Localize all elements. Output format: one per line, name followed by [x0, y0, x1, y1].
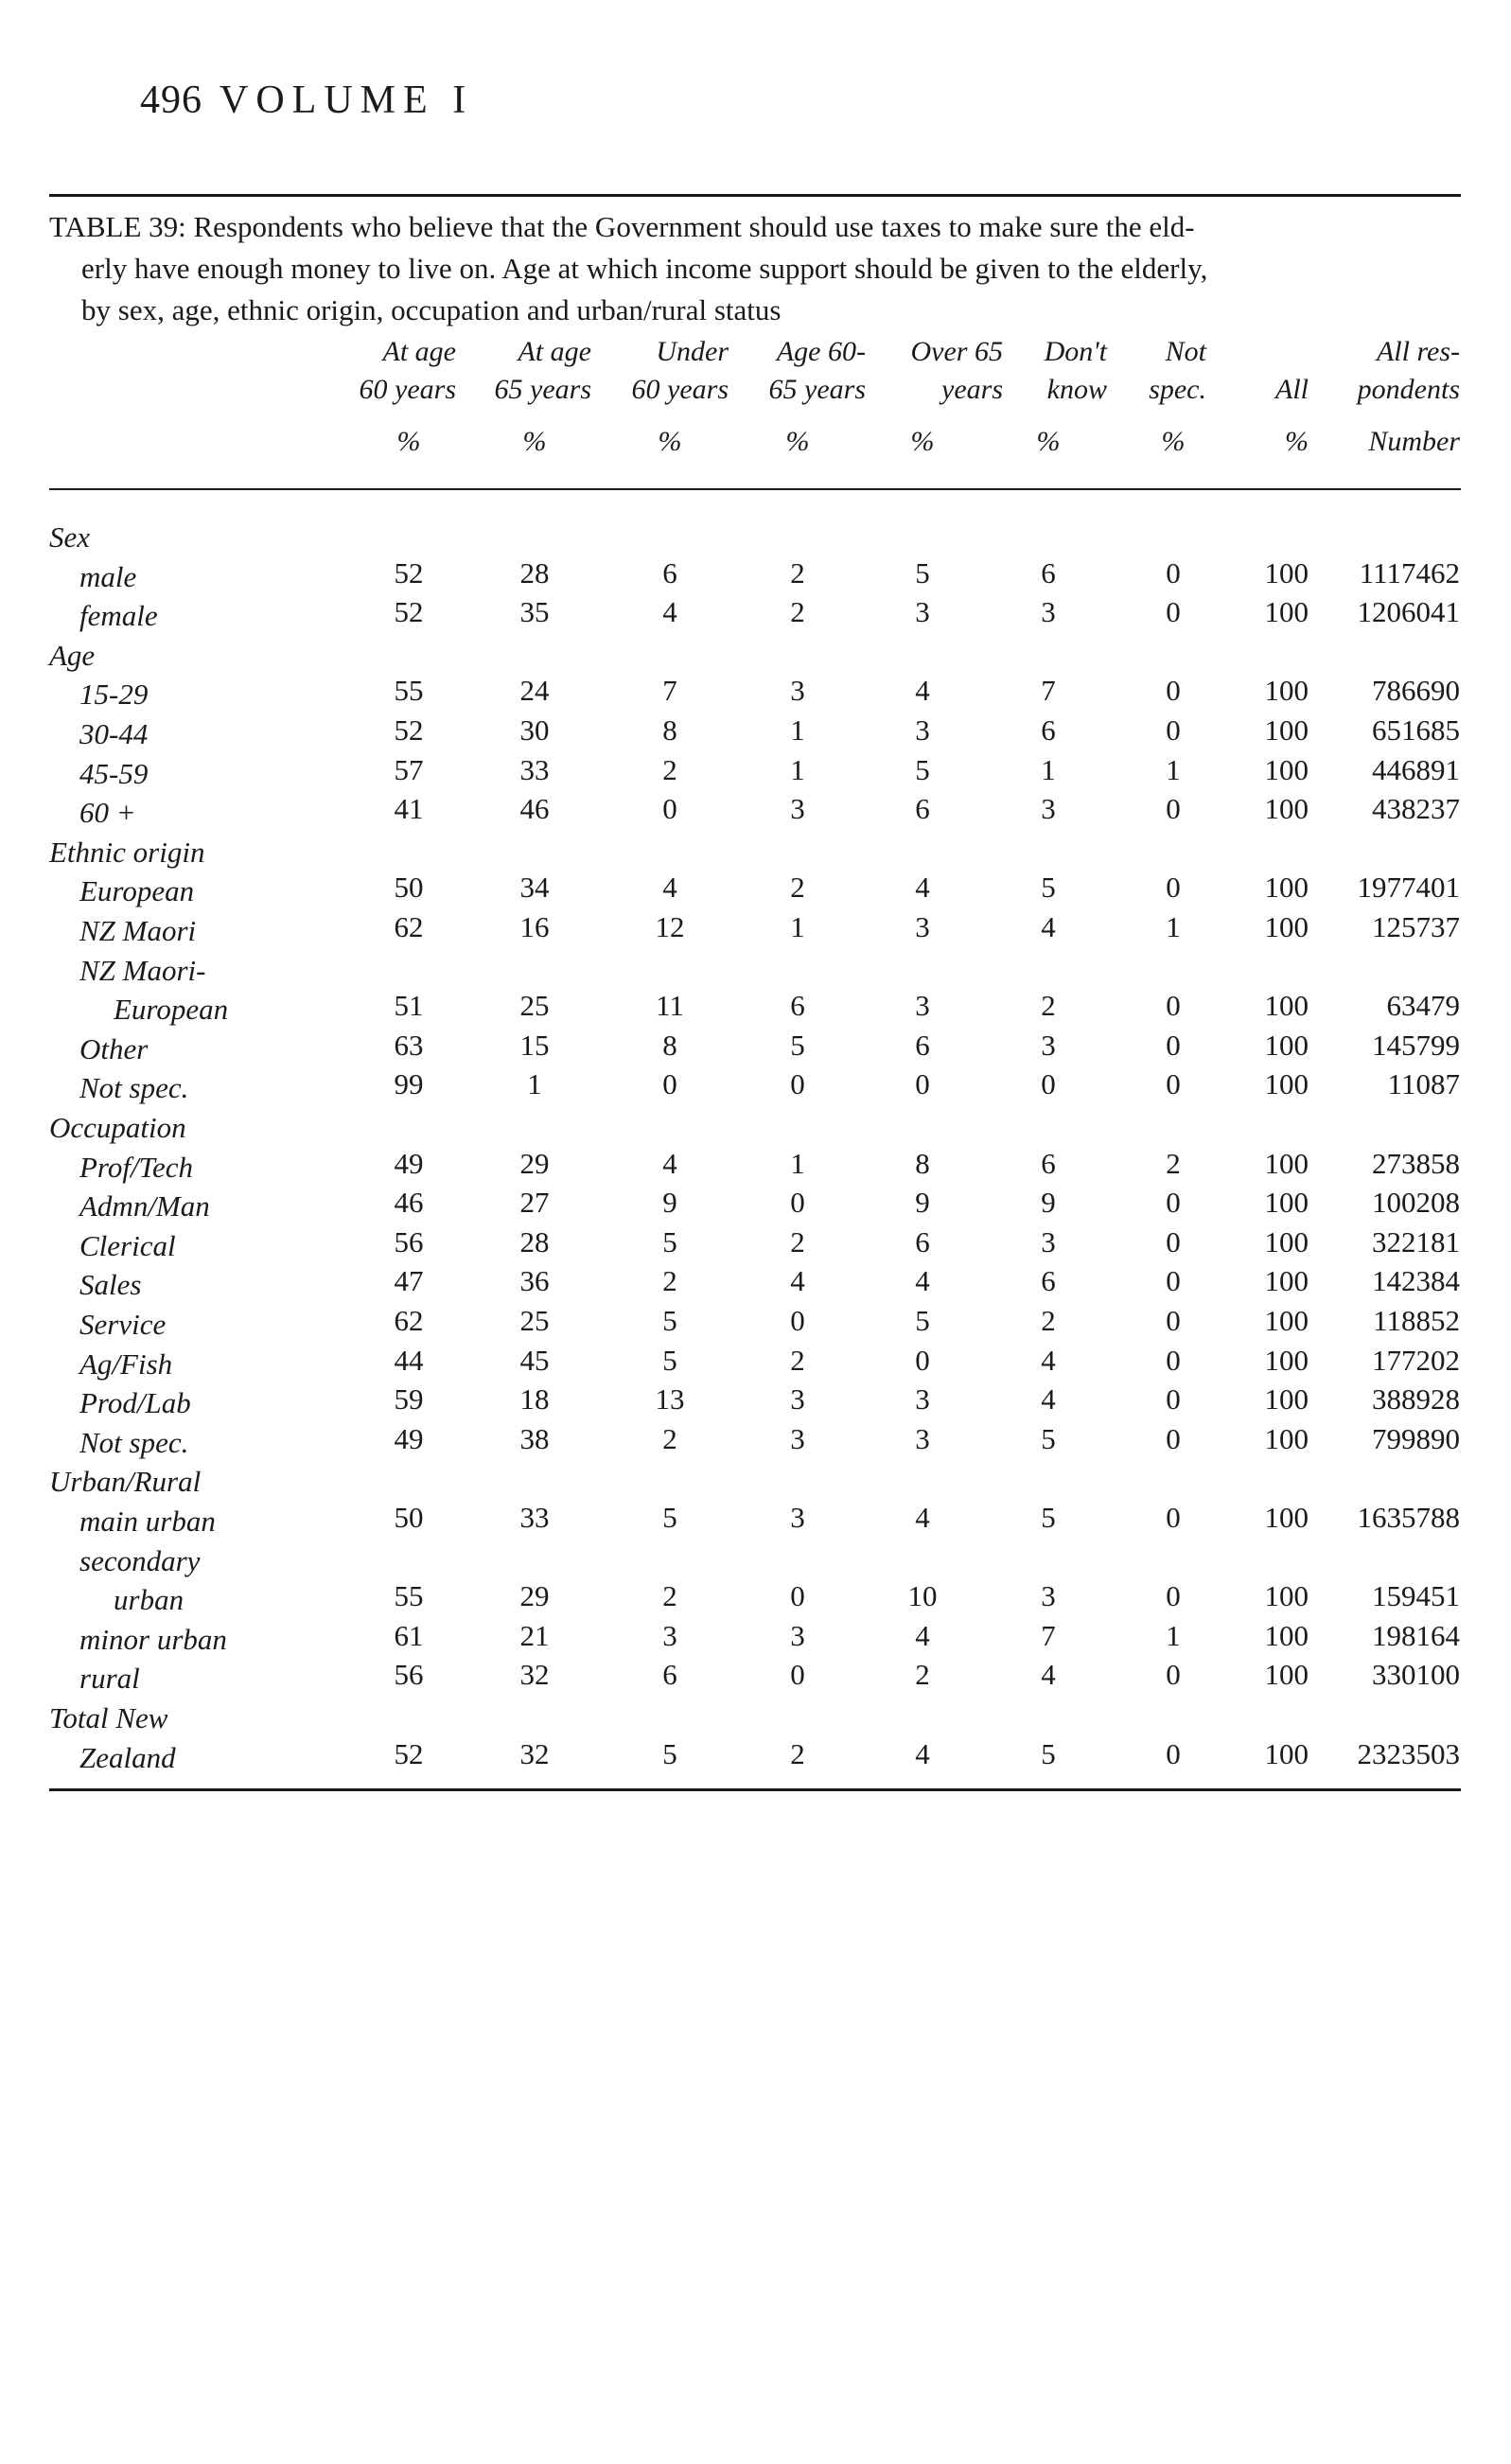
row-label: female — [79, 599, 158, 633]
table-cell: 5 — [915, 555, 930, 590]
column-unit: % — [1161, 426, 1186, 457]
table-cell: 100 — [1264, 792, 1309, 826]
table-cell: 2 — [790, 555, 805, 590]
row-label: Clerical — [79, 1228, 176, 1262]
table-cell: 100 — [1264, 1579, 1309, 1613]
table-cell: 55 — [394, 674, 424, 708]
table-cell: 5 — [1041, 871, 1056, 905]
table-cell: 11 — [656, 989, 684, 1023]
page-number: 496 — [140, 79, 202, 122]
table-cell: 62 — [394, 910, 424, 943]
table-cell: 18 — [519, 1382, 550, 1417]
table-cell: 5 — [662, 1224, 677, 1258]
row-label: urban — [114, 1583, 184, 1617]
table-cell: 8 — [662, 713, 677, 747]
row-label: 15-29 — [79, 678, 149, 712]
table-cell: 1 — [527, 1067, 542, 1101]
table-cell: 6 — [915, 792, 930, 826]
table-cell: 100 — [1264, 555, 1309, 590]
table-cell: 2 — [662, 1579, 677, 1613]
table-cell: 2 — [1166, 1146, 1181, 1180]
table-cell: 44 — [394, 1343, 424, 1377]
table-cell: 36 — [519, 1264, 550, 1298]
table-cell: 21 — [519, 1618, 550, 1652]
table-cell: 3 — [915, 910, 930, 943]
column-unit: Number — [1368, 426, 1460, 457]
table-cell: 35 — [519, 595, 550, 629]
table-cell: 5 — [915, 1304, 930, 1337]
table-cell: 6 — [662, 1658, 677, 1692]
row-label: Prof/Tech — [79, 1150, 193, 1184]
table-cell: 4 — [662, 595, 677, 629]
table-cell: 8 — [662, 1028, 677, 1062]
table-cell: 2 — [662, 1421, 677, 1455]
table-cell: 99 — [394, 1067, 424, 1101]
table-cell: 100 — [1264, 1304, 1309, 1337]
column-header — [360, 333, 456, 409]
table-cell: 3 — [1041, 1028, 1056, 1062]
table-cell: 2323503 — [1357, 1736, 1460, 1770]
table-cell: 3 — [1041, 792, 1056, 826]
table-cell: 0 — [1166, 1658, 1181, 1692]
table-cell: 9 — [915, 1186, 930, 1220]
table-cell: 125737 — [1372, 910, 1460, 943]
table-cell: 57 — [394, 752, 424, 786]
column-header — [495, 333, 591, 409]
table-cell: 7 — [662, 674, 677, 708]
table-cell: 0 — [1166, 674, 1181, 708]
table-cell: 273858 — [1372, 1146, 1460, 1180]
column-header — [1045, 333, 1107, 409]
column-header-line: All — [1275, 374, 1309, 405]
table-cell: 100 — [1264, 1224, 1309, 1258]
table-cell: 63479 — [1386, 989, 1460, 1023]
table-cell: 0 — [915, 1067, 930, 1101]
column-unit: % — [396, 426, 421, 457]
table-cell: 0 — [1166, 1343, 1181, 1377]
table-cell: 30 — [519, 713, 550, 747]
table-cell: 198164 — [1372, 1618, 1460, 1652]
table-cell: 25 — [519, 989, 550, 1023]
table-cell: 55 — [394, 1579, 424, 1613]
table-cell: 4 — [915, 1501, 930, 1534]
table-cell: 8 — [915, 1146, 930, 1180]
table-cell: 49 — [394, 1146, 424, 1180]
table-cell: 0 — [1166, 989, 1181, 1023]
table-cell: 52 — [394, 713, 424, 747]
table-cell: 4 — [915, 674, 930, 708]
header-rule — [49, 488, 1461, 490]
caption-line: by sex, age, ethnic origin, occupation and urban/rural status — [81, 293, 782, 326]
table-cell: 6 — [1041, 1264, 1056, 1298]
table-cell: 2 — [1041, 989, 1056, 1023]
table-cell: 4 — [790, 1264, 805, 1298]
table-cell: 177202 — [1372, 1343, 1460, 1377]
column-header-line: 60 years — [359, 374, 456, 405]
table-cell: 0 — [1166, 555, 1181, 590]
table-cell: 438237 — [1372, 792, 1460, 826]
column-header-line: spec. — [1149, 374, 1206, 405]
column-unit: % — [785, 426, 810, 457]
table-cell: 3 — [915, 1382, 930, 1417]
table-cell: 5 — [1041, 1501, 1056, 1534]
table-cell: 3 — [915, 595, 930, 629]
table-cell: 100 — [1264, 1658, 1309, 1692]
table-cell: 0 — [1166, 1501, 1181, 1534]
table-cell: 2 — [915, 1658, 930, 1692]
table-cell: 4 — [1041, 1343, 1056, 1377]
table-cell: 145799 — [1372, 1028, 1460, 1062]
table-cell: 46 — [394, 1186, 424, 1220]
table-cell: 100 — [1264, 1343, 1309, 1377]
table-cell: 4 — [1041, 1382, 1056, 1417]
table-cell: 0 — [790, 1658, 805, 1692]
table-cell: 2 — [790, 595, 805, 629]
table-cell: 2 — [790, 1343, 805, 1377]
table-cell: 3 — [1041, 1224, 1056, 1258]
table-cell: 3 — [790, 1421, 805, 1455]
table-cell: 29 — [519, 1146, 550, 1180]
column-header — [1358, 333, 1460, 409]
table-cell: 3 — [790, 792, 805, 826]
row-label: Prod/Lab — [79, 1386, 191, 1420]
table-cell: 142384 — [1372, 1264, 1460, 1298]
table-cell: 322181 — [1372, 1224, 1460, 1258]
table-cell: 0 — [1166, 1028, 1181, 1062]
table-cell: 34 — [519, 871, 550, 905]
row-label: Not spec. — [79, 1425, 189, 1459]
table-cell: 32 — [519, 1658, 550, 1692]
table-cell: 9 — [1041, 1186, 1056, 1220]
table-cell: 28 — [519, 1224, 550, 1258]
table-cell: 15 — [519, 1028, 550, 1062]
table-cell: 59 — [394, 1382, 424, 1417]
table-cell: 7 — [1041, 1618, 1056, 1652]
caption-line: TABLE 39: Respondents who believe that the Government should use taxes to make sure the eld- — [49, 210, 1195, 243]
table-cell: 4 — [1041, 1658, 1056, 1692]
column-header-line: 65 years — [494, 374, 591, 405]
table-cell: 45 — [519, 1343, 550, 1377]
table-cell: 0 — [790, 1304, 805, 1337]
table-cell: 56 — [394, 1658, 424, 1692]
table-cell: 1 — [1166, 910, 1181, 943]
table-cell: 100 — [1264, 1186, 1309, 1220]
table-cell: 3 — [915, 713, 930, 747]
row-label: 60 + — [79, 796, 136, 830]
column-header-line: know — [1046, 374, 1107, 405]
table-cell: 3 — [1041, 595, 1056, 629]
row-label: rural — [79, 1662, 140, 1696]
table-cell: 651685 — [1372, 713, 1460, 747]
table-cell: 12 — [655, 910, 685, 943]
table-cell: 6 — [1041, 713, 1056, 747]
table-cell: 100 — [1264, 871, 1309, 905]
column-unit: % — [522, 426, 547, 457]
column-header-line — [1275, 333, 1309, 371]
table-cell: 0 — [790, 1067, 805, 1101]
table-cell: 2 — [790, 1736, 805, 1770]
table-cell: 0 — [1166, 713, 1181, 747]
table-cell: 4 — [915, 1264, 930, 1298]
table-cell: 100 — [1264, 1501, 1309, 1534]
column-unit: % — [910, 426, 935, 457]
row-label: secondary — [79, 1543, 201, 1577]
table-cell: 4 — [662, 1146, 677, 1180]
table-cell: 5 — [662, 1736, 677, 1770]
table-cell: 100 — [1264, 752, 1309, 786]
volume-label: VOLUME I — [220, 79, 474, 122]
table-cell: 100 — [1264, 1067, 1309, 1101]
table-cell: 100 — [1264, 1736, 1309, 1770]
table-cell: 2 — [1041, 1304, 1056, 1337]
table-cell: 0 — [915, 1343, 930, 1377]
table-cell: 100 — [1264, 1618, 1309, 1652]
table-cell: 3 — [790, 1501, 805, 1534]
table-cell: 799890 — [1372, 1421, 1460, 1455]
table-cell: 33 — [519, 752, 550, 786]
table-cell: 0 — [1166, 1382, 1181, 1417]
table-cell: 27 — [519, 1186, 550, 1220]
column-unit: % — [1036, 426, 1061, 457]
row-label: Sales — [79, 1268, 142, 1302]
table-cell: 24 — [519, 674, 550, 708]
table-cell: 29 — [519, 1579, 550, 1613]
table-cell: 1 — [1041, 752, 1056, 786]
table-cell: 52 — [394, 595, 424, 629]
table-cell: 49 — [394, 1421, 424, 1455]
column-header — [911, 333, 1003, 409]
table-cell: 3 — [662, 1618, 677, 1652]
table-cell: 3 — [1041, 1579, 1056, 1613]
table-cell: 50 — [394, 1501, 424, 1534]
column-header — [1275, 333, 1309, 409]
table-cell: 0 — [790, 1579, 805, 1613]
column-header-line: pondents — [1357, 374, 1460, 405]
table-cell: 0 — [662, 792, 677, 826]
table-bottom-rule — [49, 1788, 1461, 1791]
table-cell: 100 — [1264, 989, 1309, 1023]
table-cell: 0 — [662, 1067, 677, 1101]
table-cell: 0 — [790, 1186, 805, 1220]
column-header-line: Age 60- — [776, 336, 866, 367]
table-top-rule — [49, 194, 1461, 197]
table-cell: 100 — [1264, 1421, 1309, 1455]
table-cell: 3 — [790, 674, 805, 708]
table-cell: 2 — [662, 752, 677, 786]
row-label: minor urban — [79, 1622, 227, 1656]
table-cell: 3 — [790, 1618, 805, 1652]
table-cell: 0 — [1166, 595, 1181, 629]
table-cell: 0 — [1041, 1067, 1056, 1101]
table-cell: 4 — [915, 871, 930, 905]
row-group-label: Age — [49, 638, 96, 672]
table-cell: 100 — [1264, 1028, 1309, 1062]
table-cell: 51 — [394, 989, 424, 1023]
table-cell: 6 — [1041, 1146, 1056, 1180]
table-cell: 16 — [519, 910, 550, 943]
column-header-line: All res- — [1376, 336, 1460, 367]
row-label: European — [114, 993, 229, 1027]
row-group-label: Ethnic origin — [49, 835, 205, 869]
table-cell: 0 — [1166, 1067, 1181, 1101]
running-head — [140, 78, 473, 123]
table-cell: 56 — [394, 1224, 424, 1258]
table-cell: 1 — [1166, 1618, 1181, 1652]
column-header-line: 60 years — [631, 374, 729, 405]
table-cell: 100 — [1264, 674, 1309, 708]
table-cell: 6 — [790, 989, 805, 1023]
table-cell: 5 — [662, 1501, 677, 1534]
table-cell: 100 — [1264, 595, 1309, 629]
table-cell: 5 — [662, 1304, 677, 1337]
table-cell: 100 — [1264, 1146, 1309, 1180]
table-cell: 41 — [394, 792, 424, 826]
table-cell: 4 — [915, 1618, 930, 1652]
column-header-line: years — [941, 374, 1003, 405]
table-cell: 10 — [907, 1579, 938, 1613]
row-label: Other — [79, 1031, 149, 1065]
column-header-line: 65 years — [768, 374, 866, 405]
column-unit: % — [658, 426, 682, 457]
table-cell: 786690 — [1372, 674, 1460, 708]
row-label: main urban — [79, 1505, 216, 1538]
table-cell: 0 — [1166, 1264, 1181, 1298]
table-cell: 446891 — [1372, 752, 1460, 786]
table-cell: 5 — [1041, 1421, 1056, 1455]
column-unit: % — [1285, 426, 1309, 457]
table-cell: 1117462 — [1359, 555, 1460, 590]
table-cell: 2 — [790, 871, 805, 905]
table-cell: 0 — [1166, 1736, 1181, 1770]
column-header-line: At age — [518, 336, 591, 367]
table-cell: 1 — [790, 752, 805, 786]
table-cell: 50 — [394, 871, 424, 905]
column-header-line: Don't — [1044, 336, 1107, 367]
table-cell: 52 — [394, 1736, 424, 1770]
table-cell: 388928 — [1372, 1382, 1460, 1417]
row-group-label: Total New — [49, 1701, 168, 1734]
row-label: 30-44 — [79, 717, 149, 750]
table-cell: 47 — [394, 1264, 424, 1298]
table-cell: 33 — [519, 1501, 550, 1534]
caption-line: erly have enough money to live on. Age at which income support should be given to the elderly, — [81, 252, 1208, 285]
table-cell: 6 — [662, 555, 677, 590]
table-cell: 1635788 — [1357, 1501, 1460, 1534]
table-cell: 5 — [662, 1343, 677, 1377]
table-cell: 52 — [394, 555, 424, 590]
table-cell: 0 — [1166, 792, 1181, 826]
table-cell: 6 — [915, 1224, 930, 1258]
table-cell: 28 — [519, 555, 550, 590]
table-caption — [49, 206, 1459, 331]
column-header-line: Over 65 — [910, 336, 1003, 367]
row-label: NZ Maori — [79, 914, 197, 947]
table-cell: 9 — [662, 1186, 677, 1220]
row-label: Ag/Fish — [79, 1346, 173, 1381]
table-cell: 7 — [1041, 674, 1056, 708]
table-cell: 0 — [1166, 1186, 1181, 1220]
column-header — [632, 333, 729, 409]
table-cell: 61 — [394, 1618, 424, 1652]
table-cell: 2 — [790, 1224, 805, 1258]
row-label: 45-59 — [79, 756, 149, 790]
table-cell: 0 — [1166, 1304, 1181, 1337]
table-cell: 159451 — [1372, 1579, 1460, 1613]
column-header — [769, 333, 866, 409]
table-cell: 4 — [662, 871, 677, 905]
table-cell: 100208 — [1372, 1186, 1460, 1220]
table-cell: 3 — [915, 1421, 930, 1455]
table-cell: 32 — [519, 1736, 550, 1770]
table-cell: 0 — [1166, 1579, 1181, 1613]
table-cell: 6 — [1041, 555, 1056, 590]
table-cell: 4 — [915, 1736, 930, 1770]
column-header-line: At age — [382, 336, 456, 367]
row-group-label: Urban/Rural — [49, 1465, 202, 1499]
table-cell: 13 — [655, 1382, 685, 1417]
table-cell: 1977401 — [1357, 871, 1460, 905]
table-cell: 330100 — [1372, 1658, 1460, 1692]
table-cell: 6 — [915, 1028, 930, 1062]
table-cell: 1 — [790, 1146, 805, 1180]
table-cell: 11087 — [1387, 1067, 1460, 1101]
table-cell: 118852 — [1373, 1304, 1460, 1337]
table-cell: 3 — [915, 989, 930, 1023]
table-cell: 5 — [915, 752, 930, 786]
row-group-label: Sex — [49, 520, 91, 554]
table-cell: 1 — [1166, 752, 1181, 786]
table-cell: 100 — [1264, 910, 1309, 943]
row-label: Admn/Man — [79, 1189, 210, 1223]
row-label: Zealand — [79, 1740, 176, 1774]
table-cell: 100 — [1264, 1264, 1309, 1298]
row-group-label: Occupation — [49, 1111, 186, 1144]
table-cell: 46 — [519, 792, 550, 826]
column-header — [1149, 333, 1206, 409]
table-cell: 2 — [662, 1264, 677, 1298]
column-header-line: Under — [656, 336, 729, 367]
table-cell: 62 — [394, 1304, 424, 1337]
row-label: Service — [79, 1308, 167, 1341]
table-cell: 0 — [1166, 1224, 1181, 1258]
table-cell: 100 — [1264, 1382, 1309, 1417]
table-cell: 1 — [790, 713, 805, 747]
table-cell: 5 — [790, 1028, 805, 1062]
table-cell: 63 — [394, 1028, 424, 1062]
row-label: Not spec. — [79, 1071, 189, 1105]
table-cell: 25 — [519, 1304, 550, 1337]
table-cell: 0 — [1166, 871, 1181, 905]
table-cell: 4 — [1041, 910, 1056, 943]
table-cell: 5 — [1041, 1736, 1056, 1770]
table-cell: 1 — [790, 910, 805, 943]
table-cell: 0 — [1166, 1421, 1181, 1455]
row-label: NZ Maori- — [79, 953, 206, 987]
row-label: male — [79, 559, 137, 593]
table-cell: 1206041 — [1357, 595, 1460, 629]
row-label: European — [79, 874, 195, 908]
table-cell: 38 — [519, 1421, 550, 1455]
column-header-line: Not — [1165, 336, 1206, 367]
table-cell: 3 — [790, 1382, 805, 1417]
table-cell: 100 — [1264, 713, 1309, 747]
